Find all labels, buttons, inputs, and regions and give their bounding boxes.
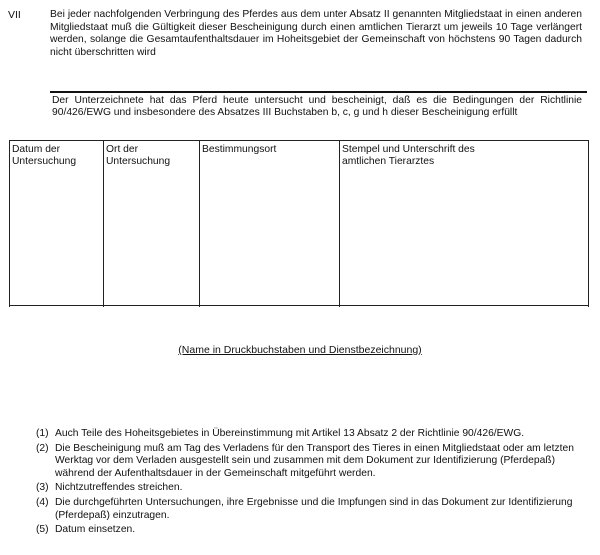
table-col-destination: [200, 141, 340, 307]
table-bottom-rule: [9, 305, 589, 306]
section-number: VII: [8, 9, 21, 21]
examination-table: [9, 140, 589, 307]
certification-statement: Der Unterzeichnete hat das Pferd heute untersucht und bescheinigt, daß es die Bedingungen der Richtlinie 90/426/EWG und insbesondere des Absatzes III Buchstaben b, c, g und h dieser Bescheinigung erfüllt: [52, 95, 582, 119]
certification-top-rule: [50, 91, 587, 93]
footnote-text: Nichtzutreffendes streichen.: [55, 482, 183, 494]
footnote-item: [36, 428, 592, 441]
footnote-number: (5): [36, 524, 49, 536]
footnote-item: [36, 443, 592, 481]
footnote-number: (3): [36, 482, 49, 494]
footnote-item: [36, 524, 592, 537]
table-header-place: Ort der Untersuchung: [106, 144, 171, 168]
footnote-number: (4): [36, 496, 49, 508]
table-header-destination: Bestimmungsort: [202, 144, 277, 155]
section-vii-paragraph: Bei jeder nachfolgenden Verbringung des Pferdes aus dem unter Absatz II genannten Mitgliedstaat in einen anderen Mitgliedstaat muß die Gültigkeit dieser Bescheinigung durch einen amtlichen Tierarzt um jeweils 10 Tage verlängert werden, solange die Gesamtaufenthaltsdauer im Hoheitsgebiet der Gemeinschaft von höchstens 90 Tagen dadurch nicht überschritten wird: [50, 9, 582, 58]
table-header-signature: Stempel und Unterschrift des amtlichen Tierarztes: [342, 144, 475, 168]
table-header-date: Datum der Untersuchung: [12, 144, 77, 168]
footnote-text: Auch Teile des Hoheitsgebietes in Übereinstimmung mit Artikel 13 Absatz 2 der Richtlinie 90/426/EWG.: [55, 428, 525, 439]
footnote-text: Die durchgeführten Untersuchungen, ihre Ergebnisse und die Impfungen sind in das Dokument zur Identifizierung (Pferdepaß) einzutragen.: [55, 496, 573, 521]
footnote-item: [36, 482, 592, 495]
name-caption: (Name in Druckbuchstaben und Dienstbezeichnung): [178, 344, 422, 356]
footnote-text: Die Bescheinigung muß am Tag des Verladens für den Transport des Tieres in einen Mitgliedstaat oder am letzten Werktag vor dem Verladen ausgestellt sein und zusammen mit dem Dokument zur Identifizierung (Pferdepaß) während der Aufenthaltsdauer in der Gemeinschaft mitgeführt werden.: [55, 442, 574, 479]
table-col-signature: [340, 141, 588, 307]
footnotes-list: [36, 428, 592, 539]
table-col-place: [104, 141, 200, 307]
footnote-number: (2): [36, 442, 49, 454]
footnote-number: (1): [36, 428, 49, 439]
footnote-text: Datum einsetzen.: [55, 524, 136, 536]
table-col-date: [10, 141, 104, 307]
footnote-item: [36, 497, 592, 522]
